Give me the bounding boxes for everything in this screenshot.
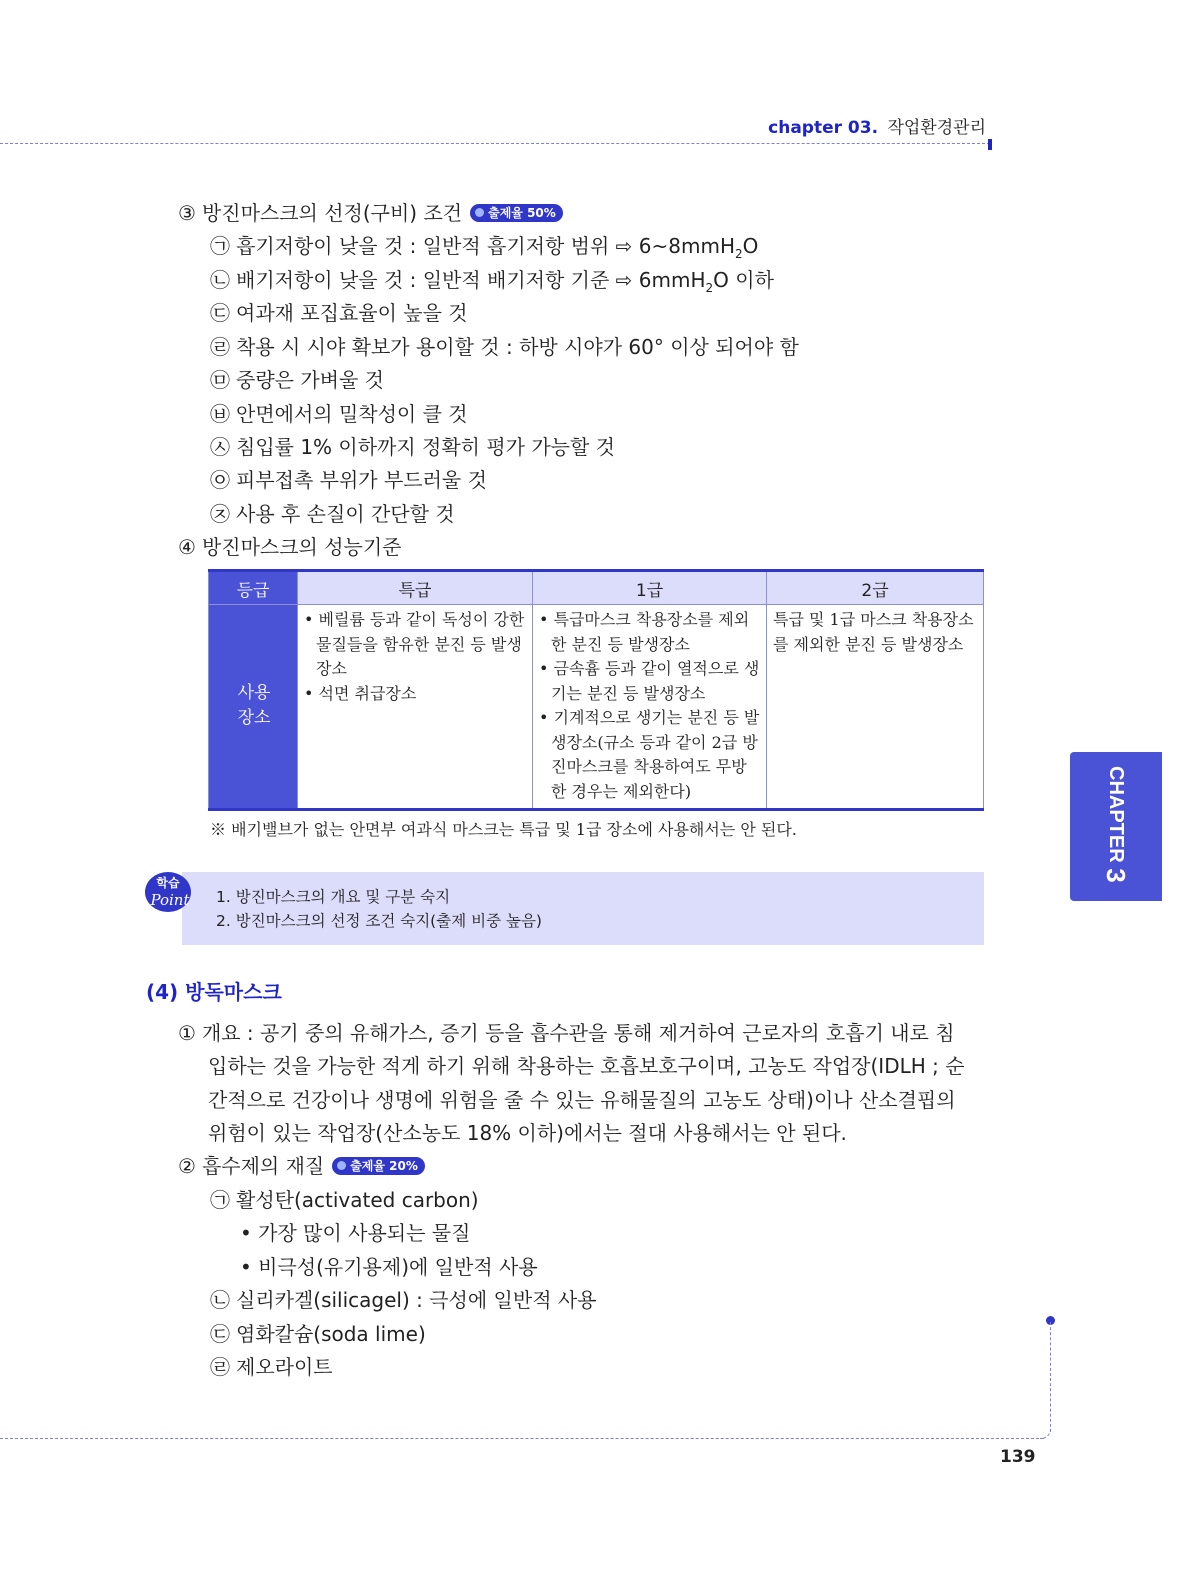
condition-item bbox=[210, 432, 615, 462]
cell-bullet: • 금속흄 등과 같이 열적으로 생기는 분진 등 발생장소 bbox=[539, 659, 760, 703]
table-row-label bbox=[209, 605, 298, 810]
condition-subscript: 2 bbox=[735, 247, 743, 261]
badge-dot-icon bbox=[475, 208, 484, 217]
chapter-side-tab[interactable] bbox=[1070, 752, 1162, 901]
overview-mark: ① bbox=[178, 1021, 196, 1045]
condition-item bbox=[210, 231, 758, 269]
side-tab-label bbox=[1100, 766, 1131, 883]
condition-text: 배기저항이 낮을 것 : 일반적 배기저항 기준 ⇨ 6mmH bbox=[236, 268, 706, 292]
table-header-special: 특급 bbox=[298, 571, 533, 605]
overview-line bbox=[178, 1018, 955, 1048]
table-header-grade1: 1급 bbox=[533, 571, 767, 605]
running-header bbox=[0, 113, 992, 145]
footer-divider bbox=[0, 1438, 1044, 1439]
absorbent-text: 염화칼슘(soda lime) bbox=[236, 1322, 426, 1346]
frequency-badge bbox=[332, 1157, 425, 1175]
item3-heading bbox=[178, 198, 563, 228]
cell-bullet: • 기계적으로 생기는 분진 등 발생장소(규소 등과 같이 2급 방진마스크를 착용하여도 무방한 경우는 제외한다) bbox=[539, 708, 760, 801]
cell-text: 특급 및 1급 마스크 착용장소를 제외한 분진 등 발생장소 bbox=[773, 610, 974, 654]
item4-mark: ④ bbox=[178, 535, 196, 559]
table-header-grade: 등급 bbox=[209, 571, 298, 605]
condition-text: 피부접촉 부위가 부드러울 것 bbox=[236, 468, 487, 492]
condition-item bbox=[210, 465, 487, 495]
chapter-label: chapter 03. bbox=[768, 118, 879, 138]
condition-text: 흡기저항이 낮을 것 : 일반적 흡기저항 범위 ⇨ 6~8mmH bbox=[236, 234, 736, 258]
condition-mark: ㉦ bbox=[210, 435, 230, 459]
frequency-badge bbox=[470, 204, 563, 222]
page-number: 139 bbox=[1000, 1447, 1036, 1467]
cell-bullet: • 베릴륨 등과 같이 독성이 강한 물질들을 함유한 분진 등 발생장소 bbox=[304, 610, 525, 678]
overview-line: 입하는 것을 가능한 적게 하기 위해 착용하는 호흡보호구이며, 고농도 작업장(IDLH ; 순 bbox=[208, 1054, 965, 1078]
overview-text: 개요 : 공기 중의 유해가스, 증기 등을 흡수관을 통해 제거하여 근로자의 호흡기 내로 침 bbox=[201, 1021, 955, 1045]
condition-mark: ㉥ bbox=[210, 402, 230, 426]
absorbent-mark: ㉢ bbox=[210, 1322, 230, 1346]
condition-text: 사용 후 손질이 간단할 것 bbox=[236, 502, 455, 526]
badge-label: 출제율 50% bbox=[488, 205, 556, 220]
chapter-title: 작업환경관리 bbox=[887, 118, 986, 138]
absorbent-mark: ㉣ bbox=[210, 1355, 230, 1379]
absorbent-mark: ㉠ bbox=[210, 1188, 230, 1212]
absorbent-bullet: • 가장 많이 사용되는 물질 bbox=[240, 1221, 471, 1245]
condition-item bbox=[210, 298, 468, 328]
condition-mark: ㉣ bbox=[210, 335, 230, 359]
header-tick bbox=[988, 139, 992, 150]
absorbent-item bbox=[210, 1319, 426, 1349]
condition-text: 중량은 가벼울 것 bbox=[236, 368, 384, 392]
condition-text: 침입률 1% 이하까지 정확히 평가 가능할 것 bbox=[236, 435, 615, 459]
cell-bullet: • 석면 취급장소 bbox=[304, 683, 417, 703]
side-tab-number: 3 bbox=[1101, 868, 1131, 883]
side-tab-word: CHAPTER bbox=[1105, 766, 1127, 863]
condition-text: 착용 시 시야 확보가 용이할 것 : 하방 시야가 60° 이상 되어야 함 bbox=[236, 335, 799, 359]
condition-mark: ㉢ bbox=[210, 301, 230, 325]
overview-line: 위험이 있는 작업장(산소농도 18% 이하)에서는 절대 사용해서는 안 된다. bbox=[208, 1121, 847, 1145]
absorbent-item bbox=[210, 1285, 597, 1315]
table-cell-grade2 bbox=[767, 605, 984, 810]
item4-heading bbox=[178, 532, 402, 562]
header-divider bbox=[0, 143, 990, 144]
condition-item bbox=[210, 365, 384, 395]
condition-suffix: O 이하 bbox=[713, 268, 774, 292]
absorbent-text: 실리카겔(silicagel) : 극성에 일반적 사용 bbox=[236, 1288, 597, 1312]
condition-item bbox=[210, 399, 468, 429]
footer-corner bbox=[1040, 1424, 1051, 1439]
condition-item bbox=[210, 499, 455, 529]
row-label-line: 사용 bbox=[237, 683, 271, 703]
point-item: 1. 방진마스크의 개요 및 구분 숙지 bbox=[216, 888, 451, 906]
absorbent-item bbox=[210, 1352, 333, 1382]
absorbent-heading bbox=[178, 1151, 425, 1181]
condition-mark: ㉤ bbox=[210, 368, 230, 392]
condition-mark: ㉡ bbox=[210, 268, 230, 292]
study-point-logo-icon bbox=[143, 870, 201, 914]
absorbent-text: 활성탄(activated carbon) bbox=[236, 1188, 479, 1212]
logo-top-text: 학습 bbox=[156, 876, 180, 890]
section-title: (4) 방독마스크 bbox=[146, 980, 282, 1004]
item4-text: 방진마스크의 성능기준 bbox=[201, 535, 402, 559]
absorbent-text: 흡수제의 재질 bbox=[201, 1154, 325, 1178]
condition-text: 여과재 포집효율이 높을 것 bbox=[236, 301, 468, 325]
table-cell-special bbox=[298, 605, 533, 810]
absorbent-text: 제오라이트 bbox=[236, 1355, 333, 1379]
item3-text: 방진마스크의 선정(구비) 조건 bbox=[201, 201, 463, 225]
condition-mark: ㉨ bbox=[210, 502, 230, 526]
item3-mark: ③ bbox=[178, 201, 196, 225]
table-header-grade2: 2급 bbox=[767, 571, 984, 605]
table-cell-grade1 bbox=[533, 605, 767, 810]
overview-line: 간적으로 건강이나 생명에 위험을 줄 수 있는 유해물질의 고농도 상태)이나 산소결핍의 bbox=[208, 1088, 956, 1112]
condition-item bbox=[210, 332, 799, 362]
badge-label: 출제율 20% bbox=[350, 1158, 418, 1173]
condition-suffix: O bbox=[742, 234, 759, 258]
absorbent-item bbox=[210, 1185, 479, 1215]
table-note: ※ 배기밸브가 없는 안면부 여과식 마스크는 특급 및 1급 장소에 사용해서는 안 된다. bbox=[210, 820, 797, 839]
point-item: 2. 방진마스크의 선정 조건 숙지(출제 비중 높음) bbox=[216, 912, 542, 930]
row-label-line: 장소 bbox=[237, 708, 271, 728]
absorbent-mark: ② bbox=[178, 1154, 196, 1178]
badge-dot-icon bbox=[337, 1161, 346, 1170]
logo-bottom-text: Point bbox=[150, 891, 190, 909]
condition-subscript: 2 bbox=[705, 281, 714, 295]
absorbent-bullet: • 비극성(유기용제)에 일반적 사용 bbox=[240, 1255, 538, 1279]
condition-mark: ㉠ bbox=[210, 234, 230, 258]
condition-text: 안면에서의 밀착성이 클 것 bbox=[236, 402, 468, 426]
absorbent-mark: ㉡ bbox=[210, 1288, 230, 1312]
cell-bullet: • 특급마스크 착용장소를 제외한 분진 등 발생장소 bbox=[539, 610, 750, 654]
performance-table bbox=[208, 569, 984, 811]
footer-vertical-rule bbox=[1050, 1322, 1051, 1432]
condition-mark: ㉧ bbox=[210, 468, 230, 492]
